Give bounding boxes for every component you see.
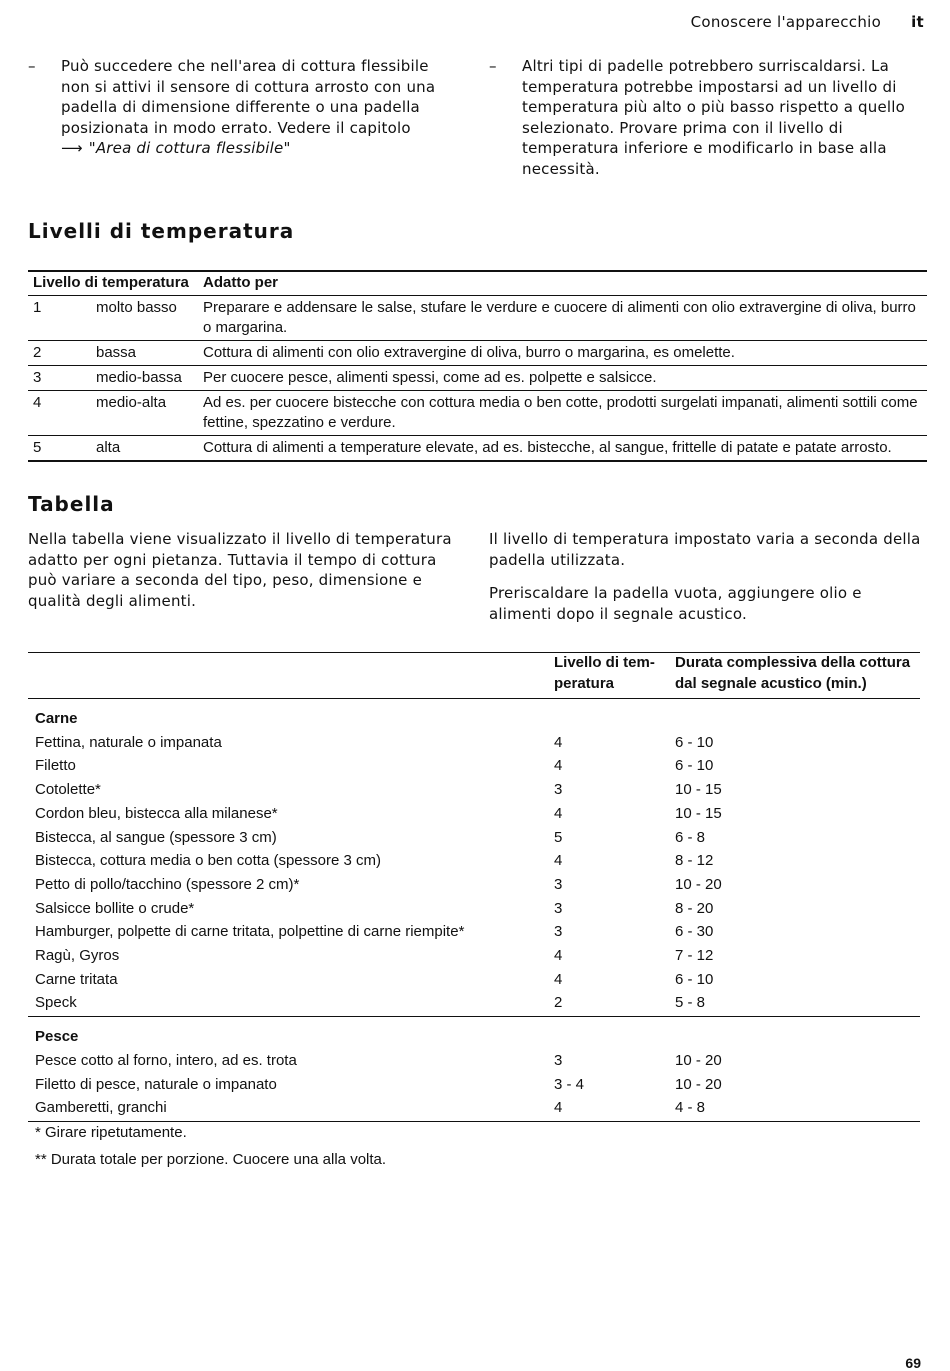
intro-right-bullet bbox=[489, 56, 921, 179]
table-row bbox=[28, 920, 920, 944]
table-row bbox=[28, 778, 920, 802]
bullet-dash: – bbox=[489, 57, 497, 75]
category-label: Carne bbox=[35, 710, 78, 727]
food-level: 4 bbox=[554, 947, 563, 965]
level-name: bassa bbox=[91, 341, 198, 366]
food-time: 10 - 20 bbox=[675, 1075, 722, 1093]
food-name: Filetto bbox=[35, 757, 76, 775]
cross-reference-label: "Area di cottura flessibile" bbox=[88, 139, 291, 157]
cooking-header-row bbox=[28, 653, 920, 699]
levels-col-use: Adatto per bbox=[198, 271, 927, 296]
levels-row bbox=[28, 391, 927, 436]
levels-col-level: Livello di temperatura bbox=[28, 271, 198, 296]
levels-row bbox=[28, 296, 927, 341]
intro-right-column bbox=[489, 56, 921, 179]
section-title: Conoscere l'apparecchio bbox=[690, 13, 882, 31]
bullet-dash: – bbox=[28, 57, 36, 75]
food-name: Hamburger, polpette di carne tritata, polpettine di carne riempite* bbox=[35, 923, 465, 941]
level-use: Per cuocere pesce, alimenti spessi, come ad es. polpette e salsicce. bbox=[198, 366, 927, 391]
language-code: it bbox=[911, 13, 924, 31]
food-level: 3 bbox=[554, 923, 563, 941]
food-time: 10 - 20 bbox=[675, 875, 722, 893]
level-use: Cottura di alimenti con olio extravergine di oliva, burro o margarina, es omelette. bbox=[198, 341, 927, 366]
food-time: 10 - 15 bbox=[675, 781, 722, 799]
level-use: Ad es. per cuocere bistecche con cottura media o ben cotte, prodotti surgelati impanati, alimenti sottili come fettine, spezzatino e verdure. bbox=[198, 391, 927, 436]
running-header bbox=[691, 13, 924, 31]
food-level: 4 bbox=[554, 970, 563, 988]
page-number: 69 bbox=[905, 1355, 921, 1371]
food-time: 4 - 8 bbox=[668, 1096, 920, 1121]
food-name: Cordon bleu, bistecca alla milanese* bbox=[35, 804, 278, 822]
food-time: 7 - 12 bbox=[675, 947, 714, 965]
level-number: 1 bbox=[28, 296, 91, 341]
food-level: 3 bbox=[554, 899, 563, 917]
levels-row bbox=[28, 341, 927, 366]
footnote: * Girare ripetutamente. bbox=[35, 1124, 187, 1141]
table-row bbox=[28, 1073, 920, 1097]
intro-right-text: Altri tipi di padelle potrebbero surriscaldarsi. La temperatura potrebbe impostarsi ad un livello di temperatura più alto o più basso rispetto a quello selezionato. Provare prima con il livello di temperatura inferiore e modificarlo in base alla necessità. bbox=[522, 57, 906, 178]
level-number: 3 bbox=[28, 366, 91, 391]
table-row bbox=[28, 873, 920, 897]
food-name: Bistecca, al sangue (spessore 3 cm) bbox=[35, 828, 277, 846]
table-intro-right-text-1: Il livello di temperatura impostato varia a seconda della padella utilizzata. bbox=[489, 530, 921, 569]
food-level: 4 bbox=[554, 733, 563, 751]
food-name: Carne tritata bbox=[35, 970, 118, 988]
level-number: 4 bbox=[28, 391, 91, 436]
level-use: Cottura di alimenti a temperature elevate, ad es. bistecche, al sangue, frittelle di patate e patate arrosto. bbox=[198, 436, 927, 462]
table-heading: Tabella bbox=[28, 492, 115, 516]
table-intro-left bbox=[28, 529, 460, 624]
footnote: ** Durata totale per porzione. Cuocere una alla volta. bbox=[35, 1151, 387, 1168]
food-level: 4 bbox=[547, 1096, 668, 1121]
table-row bbox=[28, 944, 920, 968]
food-time: 6 - 10 bbox=[675, 733, 714, 751]
table-row bbox=[28, 802, 920, 826]
food-time: 6 - 10 bbox=[675, 970, 714, 988]
level-name: medio-alta bbox=[91, 391, 198, 436]
food-time: 10 - 20 bbox=[675, 1051, 722, 1069]
food-level: 3 bbox=[554, 781, 563, 799]
table-row bbox=[28, 1049, 920, 1073]
food-name: Bistecca, cottura media o ben cotta (spessore 3 cm) bbox=[35, 852, 381, 870]
levels-header-row bbox=[28, 271, 927, 296]
intro-left-text: Può succedere che nell'area di cottura flessibile non si attivi il sensore di cottura arrosto con una padella di dimensione differente o una padella posizionata in modo errato. Vedere il capitolo bbox=[61, 57, 436, 137]
food-time: 8 - 12 bbox=[675, 852, 714, 870]
food-level: 4 bbox=[554, 757, 563, 775]
food-level: 5 bbox=[554, 828, 563, 846]
table-row bbox=[28, 754, 920, 778]
food-time: 6 - 30 bbox=[675, 923, 714, 941]
category-row bbox=[28, 699, 920, 731]
food-time: 6 - 10 bbox=[675, 757, 714, 775]
food-time: 10 - 15 bbox=[675, 804, 722, 822]
table-intro-right-text-2: Preriscaldare la padella vuota, aggiungere olio e alimenti dopo il segnale acustico. bbox=[489, 584, 862, 623]
food-name: Pesce cotto al forno, intero, ad es. trota bbox=[35, 1051, 297, 1069]
table-row bbox=[28, 897, 920, 921]
level-name: alta bbox=[91, 436, 198, 462]
food-time: 5 - 8 bbox=[668, 991, 920, 1016]
levels-row bbox=[28, 436, 927, 462]
table-row bbox=[28, 731, 920, 755]
cross-reference-link[interactable] bbox=[61, 139, 291, 157]
level-number: 5 bbox=[28, 436, 91, 462]
food-level: 3 - 4 bbox=[554, 1075, 585, 1093]
food-level: 3 bbox=[554, 1051, 563, 1069]
food-name: Ragù, Gyros bbox=[35, 947, 120, 965]
food-level: 2 bbox=[547, 991, 668, 1016]
intro-left-bullet bbox=[28, 56, 448, 159]
food-name: Cotolette* bbox=[35, 781, 101, 799]
level-name: medio-bassa bbox=[91, 366, 198, 391]
food-name: Filetto di pesce, naturale o impanato bbox=[35, 1075, 277, 1093]
level-number: 2 bbox=[28, 341, 91, 366]
food-time: 8 - 20 bbox=[675, 899, 714, 917]
category-row bbox=[28, 1017, 920, 1049]
table-row bbox=[28, 1096, 920, 1121]
food-level: 4 bbox=[554, 852, 563, 870]
bullet-text bbox=[61, 56, 448, 159]
levels-row bbox=[28, 366, 927, 391]
level-name: molto basso bbox=[91, 296, 198, 341]
food-name: Gamberetti, granchi bbox=[28, 1096, 547, 1121]
food-name: Petto di pollo/tacchino (spessore 2 cm)* bbox=[35, 875, 300, 893]
food-name: Fettina, naturale o impanata bbox=[35, 733, 222, 751]
food-name: Salsicce bollite o crude* bbox=[35, 899, 195, 917]
food-name: Speck bbox=[28, 991, 547, 1016]
level-use: Preparare e addensare le salse, stufare le verdure e cuocere di alimenti con olio extravergine di oliva, burro o margarina. bbox=[198, 296, 927, 341]
table-intro-right bbox=[489, 529, 923, 637]
food-level: 4 bbox=[554, 804, 563, 822]
table-row bbox=[28, 991, 920, 1016]
food-level: 3 bbox=[554, 875, 563, 893]
levels-heading: Livelli di temperatura bbox=[28, 219, 295, 243]
table-row bbox=[28, 849, 920, 873]
cooking-col-time: Durata complessiva della cottura dal segnale acustico (min.) bbox=[668, 653, 920, 699]
food-time: 6 - 8 bbox=[675, 828, 706, 846]
table-intro-left-text: Nella tabella viene visualizzato il livello di temperatura adatto per ogni pietanza. Tuttavia il tempo di cottura può variare a seconda del tipo, peso, dimensione e qualità degli alimenti. bbox=[28, 530, 452, 610]
table-row bbox=[28, 968, 920, 992]
arrow-right-icon: ⟶ bbox=[61, 139, 83, 157]
cooking-col-food bbox=[28, 653, 547, 699]
cooking-table bbox=[28, 652, 920, 1122]
cooking-col-level: Livello di tem-peratura bbox=[547, 653, 668, 699]
category-label: Pesce bbox=[35, 1028, 79, 1046]
table-footnotes bbox=[35, 1123, 386, 1177]
table-row bbox=[28, 826, 920, 850]
intro-left-column bbox=[28, 56, 448, 159]
temperature-levels-table bbox=[28, 270, 927, 462]
